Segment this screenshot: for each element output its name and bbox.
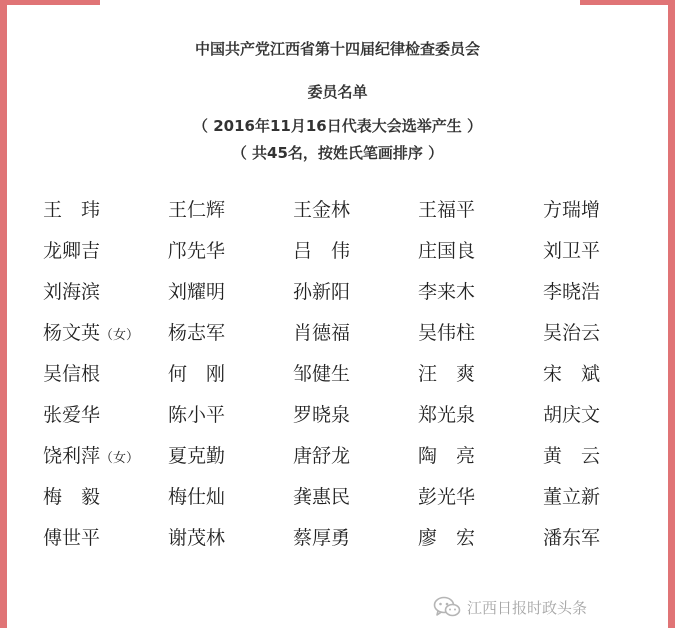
frame-left-border bbox=[0, 0, 7, 628]
member-name-text: 杨文英 bbox=[43, 322, 101, 344]
member-name-text: 黄 云 bbox=[543, 445, 601, 467]
member-name bbox=[418, 401, 543, 442]
member-name-text: 罗晓泉 bbox=[293, 404, 351, 426]
member-name bbox=[293, 524, 418, 565]
member-name bbox=[293, 196, 418, 237]
member-name-text: 廖 宏 bbox=[418, 527, 476, 549]
member-name-text: 何 刚 bbox=[168, 363, 226, 385]
member-name-text: 陶 亮 bbox=[418, 445, 476, 467]
member-name-text: 张爱华 bbox=[43, 404, 101, 426]
member-name-text: 吴伟柱 bbox=[418, 322, 476, 344]
member-name bbox=[168, 401, 293, 442]
member-name-text: 饶利萍 bbox=[43, 445, 101, 467]
member-name bbox=[43, 524, 168, 565]
member-name bbox=[43, 401, 168, 442]
member-name bbox=[43, 196, 168, 237]
member-name bbox=[293, 319, 418, 360]
member-name-text: 傅世平 bbox=[43, 527, 101, 549]
member-name-text: 潘东军 bbox=[543, 527, 601, 549]
member-name bbox=[543, 442, 668, 483]
member-name-text: 夏克勤 bbox=[168, 445, 226, 467]
member-name-text: 吕 伟 bbox=[293, 240, 351, 262]
count-note: （ 共45名，按姓氏笔画排序 ） bbox=[231, 144, 444, 162]
election-note: （ 2016年11月16日代表大会选举产生 ） bbox=[193, 117, 482, 135]
member-name-text: 吴信根 bbox=[43, 363, 101, 385]
member-name-text: 彭光华 bbox=[418, 486, 476, 508]
member-name bbox=[293, 360, 418, 401]
member-name bbox=[543, 360, 668, 401]
member-name bbox=[418, 278, 543, 319]
member-name bbox=[168, 360, 293, 401]
member-name bbox=[293, 442, 418, 483]
member-name-text: 宋 斌 bbox=[543, 363, 601, 385]
member-name-text: 庄国良 bbox=[418, 240, 476, 262]
member-name bbox=[418, 442, 543, 483]
member-name bbox=[168, 442, 293, 483]
member-name bbox=[543, 483, 668, 524]
member-name bbox=[168, 319, 293, 360]
member-name bbox=[293, 237, 418, 278]
member-name-text: 蔡厚勇 bbox=[293, 527, 351, 549]
member-name bbox=[43, 442, 168, 483]
member-gender-note: （女） bbox=[100, 451, 140, 466]
member-name bbox=[418, 196, 543, 237]
member-name bbox=[418, 360, 543, 401]
member-name-text: 王 玮 bbox=[43, 199, 101, 221]
member-name bbox=[543, 237, 668, 278]
member-name bbox=[43, 237, 168, 278]
member-name bbox=[168, 483, 293, 524]
document-title: 中国共产党江西省第十四届纪律检查委员会 bbox=[194, 40, 480, 58]
member-name-text: 谢茂林 bbox=[168, 527, 226, 549]
member-name bbox=[168, 196, 293, 237]
member-name bbox=[43, 278, 168, 319]
member-name bbox=[543, 319, 668, 360]
member-name-text: 胡庆文 bbox=[543, 404, 601, 426]
member-name bbox=[43, 360, 168, 401]
member-name-text: 邝先华 bbox=[168, 240, 226, 262]
frame-right-border bbox=[668, 0, 675, 628]
member-name bbox=[418, 237, 543, 278]
document-subtitle: 委员名单 bbox=[307, 83, 368, 101]
member-name-text: 孙新阳 bbox=[293, 281, 351, 303]
member-name-text: 郑光泉 bbox=[418, 404, 476, 426]
watermark-text: 江西日报时政头条 bbox=[467, 598, 588, 617]
member-name bbox=[168, 237, 293, 278]
member-name-text: 刘卫平 bbox=[543, 240, 601, 262]
member-name bbox=[418, 483, 543, 524]
member-name-text: 吴治云 bbox=[543, 322, 601, 344]
wechat-icon bbox=[433, 596, 461, 618]
member-name bbox=[543, 196, 668, 237]
member-name-text: 李来木 bbox=[418, 281, 476, 303]
member-name bbox=[168, 278, 293, 319]
watermark bbox=[433, 594, 587, 620]
member-name-text: 汪 爽 bbox=[418, 363, 476, 385]
frame-top-left-border bbox=[0, 0, 100, 5]
member-name bbox=[293, 483, 418, 524]
member-name bbox=[168, 524, 293, 565]
member-name bbox=[43, 319, 168, 360]
member-name-text: 刘海滨 bbox=[43, 281, 101, 303]
member-name-text: 梅仕灿 bbox=[168, 486, 226, 508]
member-name-text: 李晓浩 bbox=[543, 281, 601, 303]
frame-top-right-border bbox=[580, 0, 675, 5]
member-name bbox=[543, 524, 668, 565]
member-name-text: 王仁辉 bbox=[168, 199, 226, 221]
member-name-text: 龚惠民 bbox=[293, 486, 351, 508]
member-name bbox=[293, 278, 418, 319]
member-name bbox=[43, 483, 168, 524]
member-name bbox=[543, 401, 668, 442]
member-name-text: 董立新 bbox=[543, 486, 601, 508]
member-name bbox=[543, 278, 668, 319]
member-name-text: 方瑞增 bbox=[543, 199, 601, 221]
member-name-text: 肖德福 bbox=[293, 322, 351, 344]
member-name-text: 梅 毅 bbox=[43, 486, 101, 508]
member-list bbox=[43, 196, 668, 565]
member-gender-note: （女） bbox=[100, 328, 140, 343]
member-name-text: 杨志军 bbox=[168, 322, 226, 344]
member-name bbox=[293, 401, 418, 442]
member-name-text: 王福平 bbox=[418, 199, 476, 221]
member-name-text: 刘耀明 bbox=[168, 281, 226, 303]
member-name bbox=[418, 319, 543, 360]
member-name-text: 邹健生 bbox=[293, 363, 351, 385]
member-name-text: 王金林 bbox=[293, 199, 351, 221]
member-name bbox=[418, 524, 543, 565]
member-name-text: 龙卿吉 bbox=[43, 240, 101, 262]
member-name-text: 陈小平 bbox=[168, 404, 226, 426]
member-name-text: 唐舒龙 bbox=[293, 445, 351, 467]
